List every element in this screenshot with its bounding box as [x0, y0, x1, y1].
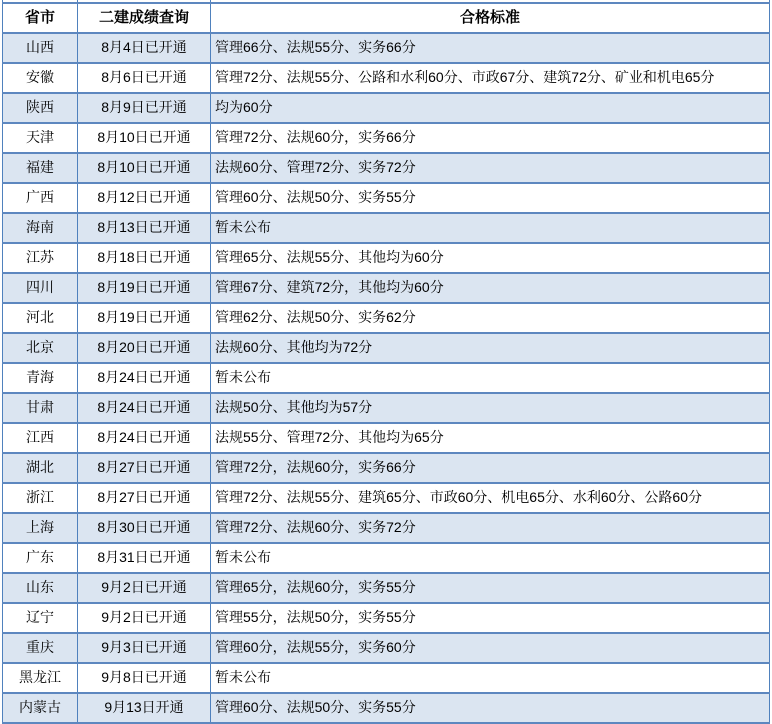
province-cell: 辽宁 [3, 603, 78, 633]
query-date-cell: 9月2日已开通 [78, 573, 211, 603]
province-cell: 甘肃 [3, 393, 78, 423]
province-cell: 黑龙江 [3, 663, 78, 693]
standard-cell: 管理60分、法规50分、实务55分 [211, 183, 770, 213]
column-header-query: 二建成绩查询 [78, 3, 211, 33]
province-cell: 天津 [3, 123, 78, 153]
table-row [3, 123, 770, 153]
table-row [3, 363, 770, 393]
query-date-cell: 9月3日已开通 [78, 633, 211, 663]
standard-cell: 管理72分、法规60分，实务66分 [211, 123, 770, 153]
query-date-cell: 8月10日已开通 [78, 153, 211, 183]
column-header-standard: 合格标准 [211, 3, 770, 33]
standard-cell: 暂未公布 [211, 213, 770, 243]
query-date-cell: 9月8日已开通 [78, 663, 211, 693]
query-date-cell: 8月6日已开通 [78, 63, 211, 93]
standard-cell: 暂未公布 [211, 663, 770, 693]
table-row [3, 93, 770, 123]
query-date-cell: 8月12日已开通 [78, 183, 211, 213]
province-cell: 内蒙古 [3, 693, 78, 723]
province-cell: 重庆 [3, 633, 78, 663]
query-date-cell: 8月24日已开通 [78, 393, 211, 423]
standard-cell: 管理55分，法规50分，实务55分 [211, 603, 770, 633]
query-date-cell: 8月24日已开通 [78, 363, 211, 393]
table-row [3, 393, 770, 423]
standard-cell: 法规60分、其他均为72分 [211, 333, 770, 363]
query-date-cell: 8月4日已开通 [78, 33, 211, 63]
query-date-cell: 8月24日已开通 [78, 423, 211, 453]
province-cell: 青海 [3, 363, 78, 393]
standard-cell: 管理60分、法规50分、实务55分 [211, 693, 770, 723]
query-date-cell: 8月19日已开通 [78, 273, 211, 303]
table-row [3, 243, 770, 273]
query-date-cell: 8月13日已开通 [78, 213, 211, 243]
table-row [3, 423, 770, 453]
province-cell: 山西 [3, 33, 78, 63]
standard-cell: 管理60分，法规55分，实务60分 [211, 633, 770, 663]
standard-cell: 管理62分、法规50分、实务62分 [211, 303, 770, 333]
table-row [3, 483, 770, 513]
table-row [3, 153, 770, 183]
query-date-cell: 8月30日已开通 [78, 513, 211, 543]
table-row [3, 543, 770, 573]
table-row [3, 693, 770, 723]
province-cell: 江西 [3, 423, 78, 453]
province-cell: 四川 [3, 273, 78, 303]
query-date-cell: 8月10日已开通 [78, 123, 211, 153]
query-date-cell: 8月20日已开通 [78, 333, 211, 363]
province-cell: 广西 [3, 183, 78, 213]
province-cell: 江苏 [3, 243, 78, 273]
query-date-cell: 9月2日已开通 [78, 603, 211, 633]
table-row [3, 303, 770, 333]
table-row [3, 33, 770, 63]
table-row [3, 603, 770, 633]
table-row [3, 633, 770, 663]
standard-cell: 管理67分、建筑72分，其他均为60分 [211, 273, 770, 303]
table-row [3, 63, 770, 93]
province-cell: 山东 [3, 573, 78, 603]
province-cell: 北京 [3, 333, 78, 363]
query-date-cell: 8月27日已开通 [78, 453, 211, 483]
province-cell: 湖北 [3, 453, 78, 483]
table-row [3, 573, 770, 603]
standard-cell: 暂未公布 [211, 363, 770, 393]
standard-cell: 管理65分，法规60分，实务55分 [211, 573, 770, 603]
table-row [3, 453, 770, 483]
province-cell: 浙江 [3, 483, 78, 513]
standard-cell: 管理66分、法规55分、实务66分 [211, 33, 770, 63]
column-header-province: 省市 [3, 3, 78, 33]
province-cell: 安徽 [3, 63, 78, 93]
table-row [3, 333, 770, 363]
province-cell: 陕西 [3, 93, 78, 123]
table-row [3, 183, 770, 213]
standard-cell: 均为60分 [211, 93, 770, 123]
exam-score-table [2, 0, 770, 724]
province-cell: 广东 [3, 543, 78, 573]
table-row [3, 273, 770, 303]
standard-cell: 管理65分、法规55分、其他均为60分 [211, 243, 770, 273]
header-row [3, 3, 770, 33]
query-date-cell: 8月19日已开通 [78, 303, 211, 333]
standard-cell: 管理72分、法规60分、实务72分 [211, 513, 770, 543]
standard-cell: 管理72分、法规55分、建筑65分、市政60分、机电65分、水利60分、公路60分 [211, 483, 770, 513]
province-cell: 福建 [3, 153, 78, 183]
table-row [3, 663, 770, 693]
province-cell: 河北 [3, 303, 78, 333]
standard-cell: 法规55分、管理72分、其他均为65分 [211, 423, 770, 453]
table-row [3, 513, 770, 543]
table-row [3, 213, 770, 243]
query-date-cell: 8月27日已开通 [78, 483, 211, 513]
standard-cell: 法规50分、其他均为57分 [211, 393, 770, 423]
query-date-cell: 8月18日已开通 [78, 243, 211, 273]
standard-cell: 暂未公布 [211, 543, 770, 573]
province-cell: 上海 [3, 513, 78, 543]
standard-cell: 管理72分，法规60分，实务66分 [211, 453, 770, 483]
province-cell: 海南 [3, 213, 78, 243]
query-date-cell: 9月13日开通 [78, 693, 211, 723]
standard-cell: 法规60分、管理72分、实务72分 [211, 153, 770, 183]
standard-cell: 管理72分、法规55分、公路和水利60分、市政67分、建筑72分、矿业和机电65分 [211, 63, 770, 93]
query-date-cell: 8月9日已开通 [78, 93, 211, 123]
query-date-cell: 8月31日已开通 [78, 543, 211, 573]
